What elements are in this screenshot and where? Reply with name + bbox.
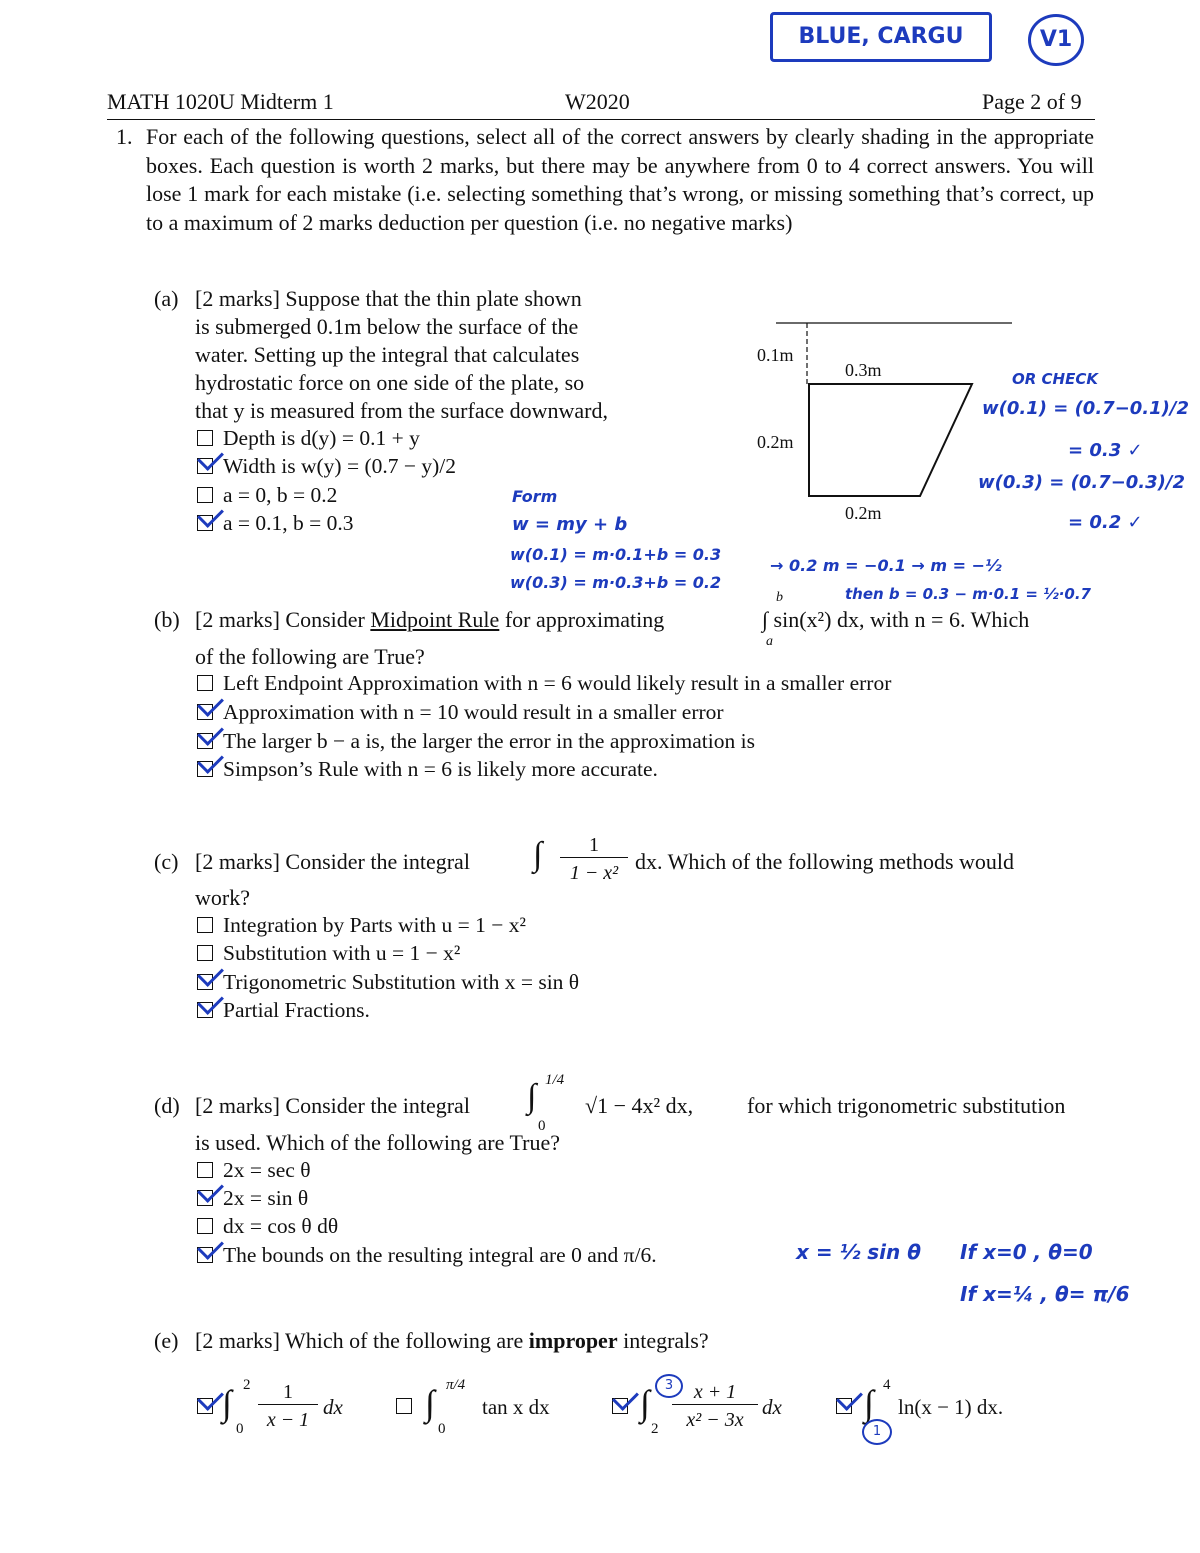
instructions-text: For each of the following questions, select all of the correct answers by clearly shading in the appropriate boxes. Each question is worth 2 marks, but there may be anywhere from 0 to 4 correct answers. You will lose 1 mark for each mistake (i.e. selecting something that’s wrong, or missing something that’s correct, up to a maximum of 2 marks deduction per question (i.e. no negative marks) [146,124,1094,235]
integral-sign: ∫ [527,1078,537,1115]
top-width-label: 0.3m [845,360,882,380]
part-a-line-5: that y is measured from the surface downward, [195,398,608,423]
hand-substitution: x = ½ sin θ [796,1240,921,1264]
hand-w03: w(0.3) = (0.7−0.3)/2 [978,472,1185,493]
part-d-line-2: is used. Which of the following are True? [195,1130,560,1155]
part-e-item-1-dx: dx [323,1395,343,1419]
part-c-suffix: dx. Which of the following methods would [635,849,1015,874]
part-d-integrand: √1 − 4x² dx, [585,1093,694,1118]
part-c-option-4[interactable]: Partial Fractions. [197,998,370,1023]
depth-label: 0.1m [757,345,794,365]
checkbox-empty[interactable] [197,1162,213,1178]
checkbox-empty[interactable] [197,430,213,446]
part-d-option-4[interactable]: The bounds on the resulting integral are 0 and π/6. [197,1243,657,1268]
part-a-option-2[interactable]: Width is w(y) = (0.7 − y)/2 [197,454,456,479]
checkbox-checked[interactable] [197,1190,213,1206]
part-c-line-2: work? [195,885,250,910]
bottom-width-label: 0.2m [845,503,882,523]
integral-sign: ∫ [533,836,543,873]
part-d-upper-limit: 1/4 [545,1072,565,1088]
part-b-lower-limit: a [766,634,773,649]
checkbox-empty[interactable] [197,1218,213,1234]
height-label: 0.2m [757,432,794,452]
part-b-line-2: of the following are True? [195,644,425,669]
part-e-item-2-lower: 0 [438,1421,446,1437]
part-e-item-4-upper: 4 [883,1377,891,1393]
hand-eq03: = 0.3 ✓ [1068,440,1143,461]
part-d-option-3[interactable]: dx = cos θ dθ [197,1214,338,1239]
part-e-item-1-checkbox[interactable] [197,1397,223,1418]
part-c-option-2[interactable]: Substitution with u = 1 − x² [197,941,460,966]
part-c-prefix: [2 marks] Consider the integral [195,849,470,874]
part-e-item-2-upper: π/4 [446,1377,466,1393]
hand-eq-line-2: w(0.3) = m·0.3+b = 0.2 [510,573,722,592]
part-d-lower-limit: 0 [538,1118,546,1134]
midpoint-rule-underlined: Midpoint Rule [370,607,500,632]
part-c-option-3[interactable]: Trigonometric Substitution with x = sin θ [197,970,579,995]
part-e-item-3-dx: dx [762,1395,782,1419]
part-a-label: (a) [154,286,179,311]
part-e-item-2-checkbox[interactable] [396,1397,422,1418]
part-e-item-4-expr: ln(x − 1) dx. [898,1395,1004,1419]
checkbox-empty[interactable] [197,675,213,691]
part-a-line-4: hydrostatic force on one side of the plate, so [195,370,585,395]
part-c-numerator: 1 [560,834,628,858]
part-d-suffix: for which trigonometric substitution [747,1093,1066,1118]
checkbox-checked[interactable] [197,974,213,990]
part-c-label: (c) [154,849,179,874]
hand-bound-2: If x=¼ , θ= π/6 [960,1282,1130,1306]
part-b-option-1[interactable]: Left Endpoint Approximation with n = 6 would likely result in a smaller error [197,671,891,696]
part-e-line-1: [2 marks] Which of the following are improper integrals? [195,1328,709,1353]
part-a-line-3: water. Setting up the integral that calculates [195,342,580,367]
hand-then: then b = 0.3 − m·0.1 = ½·0.7 [845,585,1091,603]
part-c-denominator: 1 − x² [569,862,619,884]
checkbox-checked[interactable] [197,1002,213,1018]
part-e-item-2-expr: tan x dx [482,1395,550,1419]
integral-sign: ∫ [425,1383,435,1423]
hand-or-check: OR CHECK [1012,370,1098,388]
header-rule [107,119,1095,120]
part-a-line-2: is submerged 0.1m below the surface of the [195,314,579,339]
plate-shape [809,384,972,496]
checkbox-checked[interactable] [197,515,213,531]
part-e-item-4-checkbox[interactable] [836,1397,862,1418]
version-circle: V1 [1028,14,1084,66]
part-e-item-1-upper: 2 [243,1377,251,1393]
part-e-item-3-lower: 2 [651,1421,659,1437]
part-a-line-1: [2 marks] Suppose that the thin plate shown [195,286,582,311]
hand-solve: → 0.2 m = −0.1 → m = −½ [770,556,1002,575]
hand-linear: w = my + b [512,514,628,535]
checkbox-checked[interactable] [197,1398,213,1414]
name-box: BLUE, CARGU [770,12,992,62]
course-title: MATH 1020U Midterm 1 [107,89,334,114]
checkbox-checked[interactable] [197,458,213,474]
question-number: 1. [116,124,133,149]
checkbox-checked[interactable] [197,704,213,720]
part-b-label: (b) [154,607,180,632]
part-e-item-1-num: 1 [258,1381,318,1405]
part-a-option-3[interactable]: a = 0, b = 0.2 [197,483,337,508]
checkbox-checked[interactable] [612,1398,628,1414]
checkbox-empty[interactable] [197,487,213,503]
checkbox-empty[interactable] [197,945,213,961]
part-b-line-1: [2 marks] Consider Midpoint Rule for approximating [195,607,665,632]
part-b-upper-limit: b [776,590,783,605]
part-a-option-4[interactable]: a = 0.1, b = 0.3 [197,511,354,536]
checkbox-checked[interactable] [836,1398,852,1414]
hand-bound-1: If x=0 , θ=0 [960,1240,1093,1264]
part-e-item-1-den: x − 1 [266,1409,310,1431]
part-d-option-2[interactable]: 2x = sin θ [197,1186,308,1211]
page-number: Page 2 of 9 [982,89,1082,114]
hand-eq02: = 0.2 ✓ [1068,512,1143,533]
part-e-label: (e) [154,1328,179,1353]
part-a-option-1[interactable]: Depth is d(y) = 0.1 + y [197,426,420,451]
part-d-option-1[interactable]: 2x = sec θ [197,1158,311,1183]
part-e-item-1-lower: 0 [236,1421,244,1437]
part-e-item-3-checkbox[interactable] [612,1397,638,1418]
part-d-label: (d) [154,1093,180,1118]
checkbox-checked[interactable] [197,761,213,777]
checkbox-empty[interactable] [197,917,213,933]
part-e-item-3-num: x + 1 [672,1381,758,1405]
integral-sign: ∫ [640,1383,650,1423]
part-d-prefix: [2 marks] Consider the integral [195,1093,470,1118]
hand-form: Form [512,487,558,506]
term-label: W2020 [565,89,630,114]
hand-w01: w(0.1) = (0.7−0.1)/2 [982,398,1189,419]
part-e-item-3-den: x² − 3x [686,1409,744,1431]
part-e-item-3-note-circle: 3 [655,1374,683,1398]
part-b-option-3[interactable]: The larger b − a is, the larger the error in the approximation is [197,729,755,754]
part-b-option-2[interactable]: Approximation with n = 10 would result in a smaller error [197,700,724,725]
integral-sign: ∫ [222,1383,232,1423]
part-b-integral: ∫ sin(x²) dx, with n = 6. Which [762,607,1030,632]
checkbox-checked[interactable] [197,733,213,749]
part-e-item-4-lower-circled: 1 [862,1419,892,1445]
part-b-option-4[interactable]: Simpson’s Rule with n = 6 is likely more accurate. [197,757,658,782]
checkbox-checked[interactable] [197,1247,213,1263]
improper-bold: improper [528,1328,618,1353]
checkbox-empty[interactable] [396,1398,412,1414]
part-c-option-1[interactable]: Integration by Parts with u = 1 − x² [197,913,526,938]
integral-sign: ∫ [864,1383,874,1423]
hand-eq-line-1: w(0.1) = m·0.1+b = 0.3 [510,545,722,564]
